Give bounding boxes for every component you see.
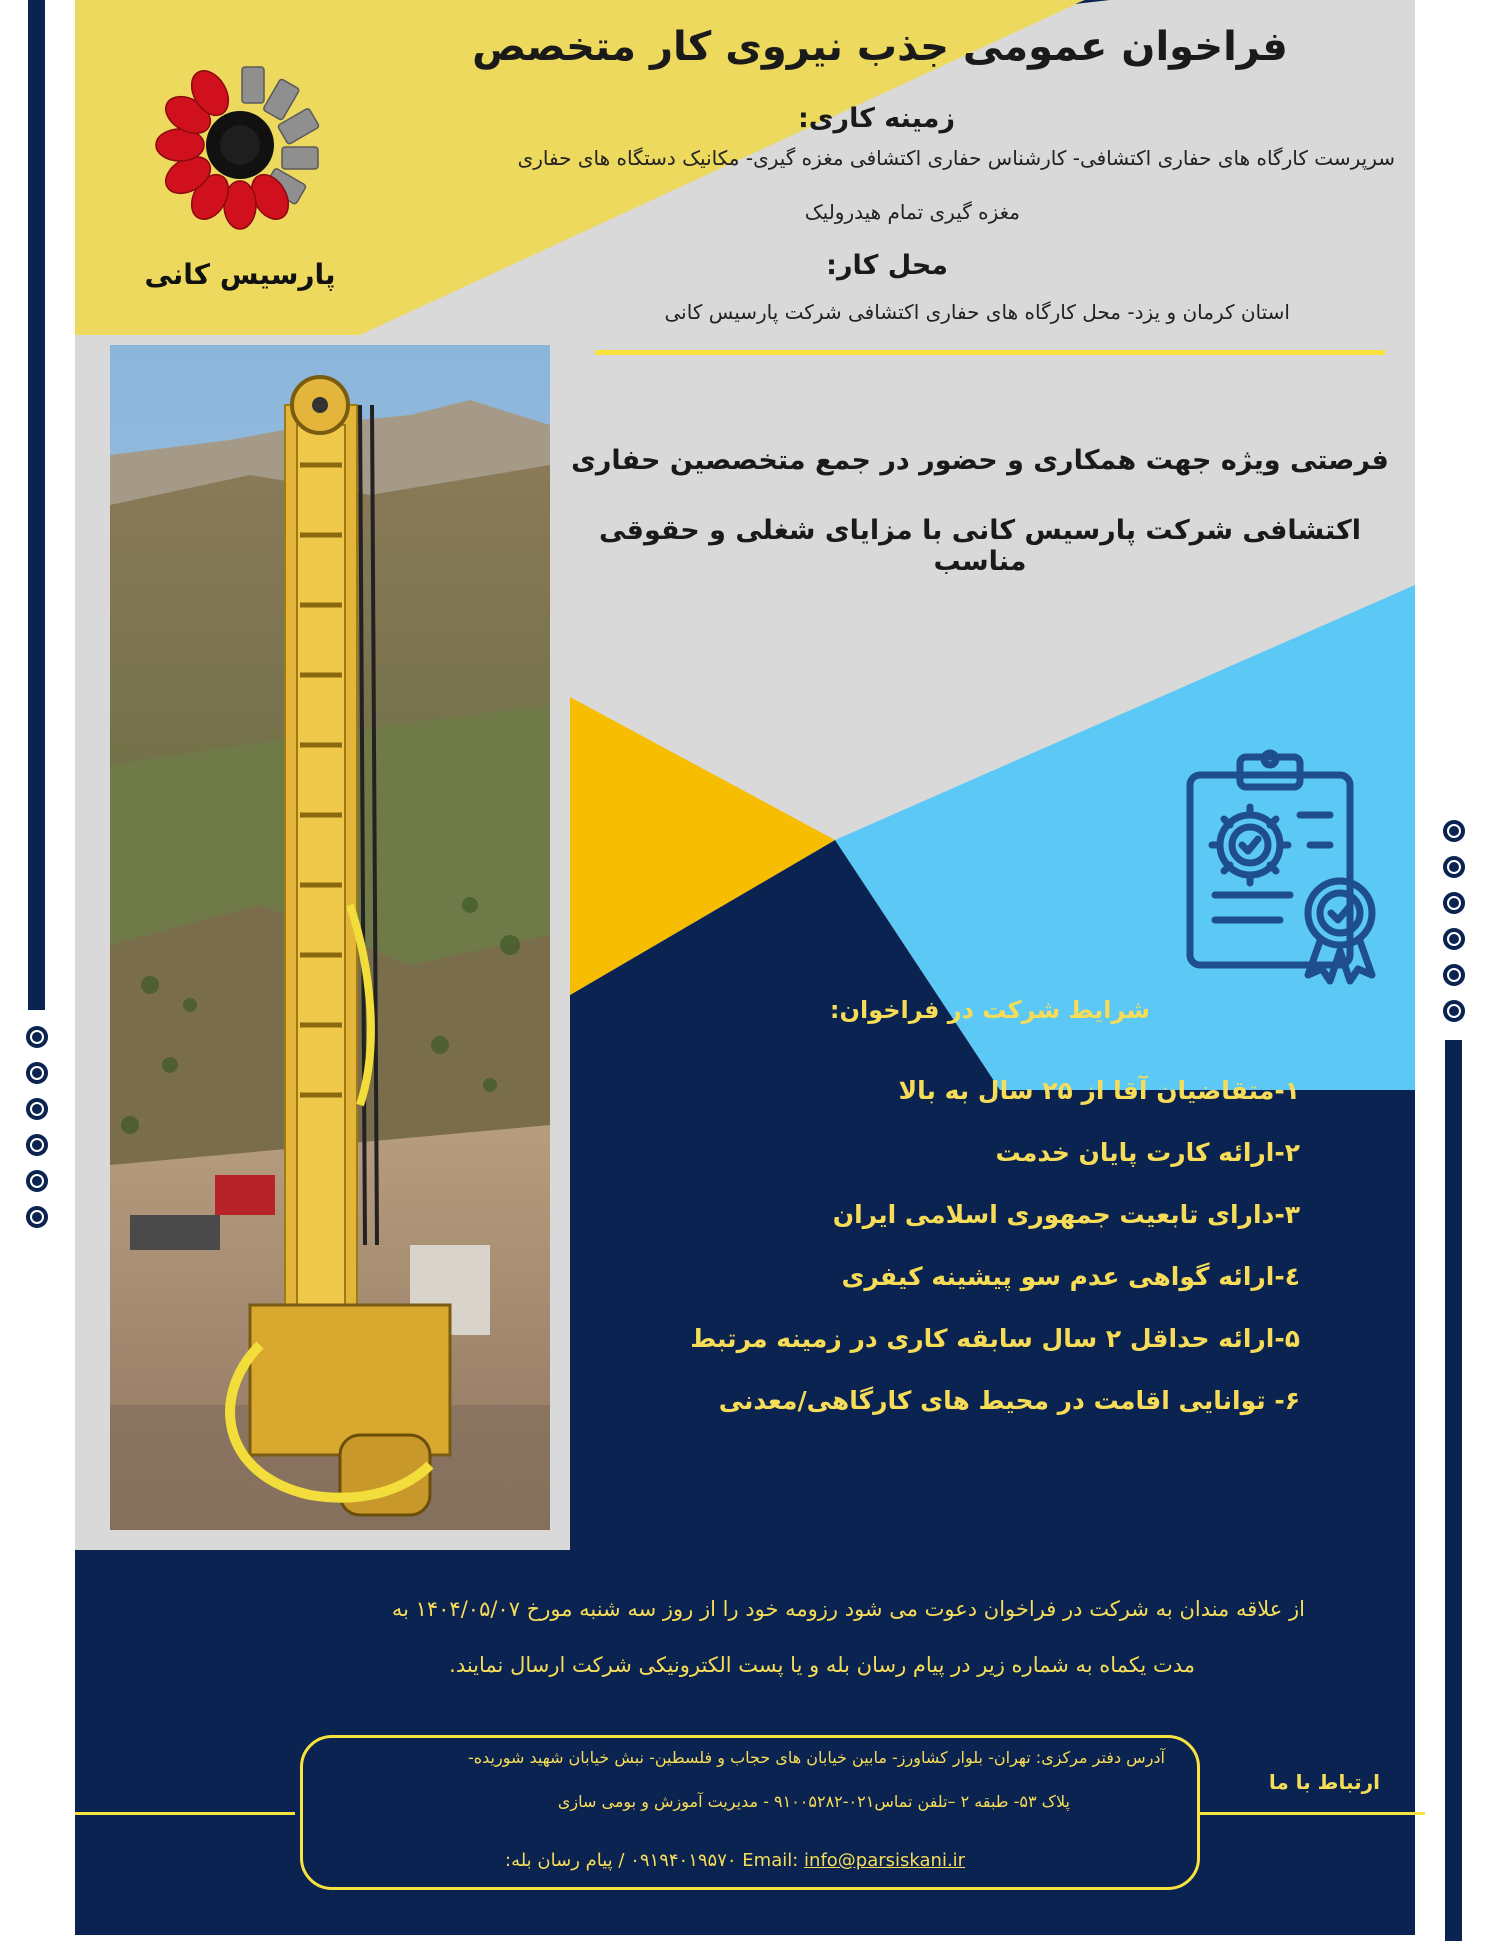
logo-company-name: پارسیس کانی: [144, 258, 336, 291]
field-line1: سرپرست کارگاه های حفاری اکتشافی- کارشناس حفاری اکتشافی مغزه گیری- مکانیک دستگاه های حفاری: [517, 146, 1395, 170]
location-text: استان کرمان و یزد- محل کارگاه های حفاری اکتشافی شرکت پارسیس کانی: [664, 300, 1290, 324]
bale-messenger: ۰۹۱۹۴۰۱۹۵۷۰ / پیام رسان بله:: [505, 1850, 737, 1871]
contact-yellow-line: [75, 1812, 295, 1815]
condition-item-6: ۶- توانایی اقامت در محیط های کارگاهی/معدنی: [718, 1386, 1300, 1415]
drilling-rig-photo: [110, 345, 550, 1530]
dot: [26, 1206, 48, 1228]
dot: [1443, 964, 1465, 986]
email-link[interactable]: info@parsiskani.ir: [804, 1850, 966, 1871]
location-heading: محل کار:: [826, 250, 948, 281]
condition-item-3: ۳-دارای تابعیت جمهوری اسلامی ایران: [832, 1200, 1300, 1229]
condition-item-1: ۱-متقاضیان آقا از ۲۵ سال به بالا: [898, 1076, 1300, 1105]
dot: [1443, 892, 1465, 914]
dot: [1443, 1000, 1465, 1022]
field-line2: مغزه گیری تمام هیدرولیک: [804, 200, 1020, 224]
contact-label: ارتباط با ما: [1268, 1770, 1380, 1794]
contact-line3: [505, 1850, 1105, 1871]
dot: [1443, 856, 1465, 878]
opportunity-line1: فرصتی ویژه جهت همکاری و حضور در جمع متخصصین حفاری: [571, 445, 1389, 476]
email-label: Email:: [742, 1850, 799, 1871]
conditions-heading: شرایط شرکت در فراخوان:: [829, 996, 1150, 1024]
dot: [1443, 928, 1465, 950]
contact-yellow-line-right: [1200, 1812, 1425, 1815]
condition-item-5: ۵-ارائه حداقل ۲ سال سابقه کاری در زمینه مرتبط: [690, 1324, 1300, 1353]
dot: [26, 1098, 48, 1120]
condition-item-4: ٤-ارائه گواهی عدم سو پیشینه کیفری: [841, 1262, 1300, 1291]
dot: [26, 1026, 48, 1048]
clipboard-gear-certificate-icon: [1180, 745, 1405, 985]
dot: [26, 1170, 48, 1192]
page-title: فراخوان عمومی جذب نیروی کار متخصص: [472, 24, 1288, 70]
field-heading: زمینه کاری:: [797, 103, 955, 134]
contact-address1: آدرس دفتر مرکزی: تهران- بلوار کشاورز- مابین خیابان های حجاب و فلسطین- نبش خیابان شهید شوریده-: [467, 1748, 1165, 1767]
condition-item-2: ۲-ارائه کارت پایان خدمت: [995, 1138, 1300, 1167]
dot: [26, 1062, 48, 1084]
invitation-line1: از علاقه مندان به شرکت در فراخوان دعوت می شود رزومه خود را از روز سه شنبه مورخ ۱۴۰۴/۰۵/۰۷ به: [391, 1597, 1305, 1621]
dot: [1443, 820, 1465, 842]
dot: [26, 1134, 48, 1156]
invitation-line2: مدت یکماه به شماره زیر در پیام رسان بله و یا پست الکترونیکی شرکت ارسال نمایند.: [449, 1653, 1195, 1677]
left-vertical-bar: [28, 0, 45, 1010]
right-vertical-bar: [1445, 1040, 1462, 1941]
logo-core-bit-icon: [140, 50, 340, 250]
contact-address2: پلاک ۵۳- طبقه ۲ –تلفن تماس۰۲۱-۹۱۰۰۵۲۸۲ - مدیریت آموزش و بومی سازی: [557, 1792, 1070, 1811]
opportunity-line2: اکتشافی شرکت پارسیس کانی با مزایای شغلی و حقوقی مناسب: [598, 515, 1362, 577]
yellow-divider: [595, 350, 1385, 355]
